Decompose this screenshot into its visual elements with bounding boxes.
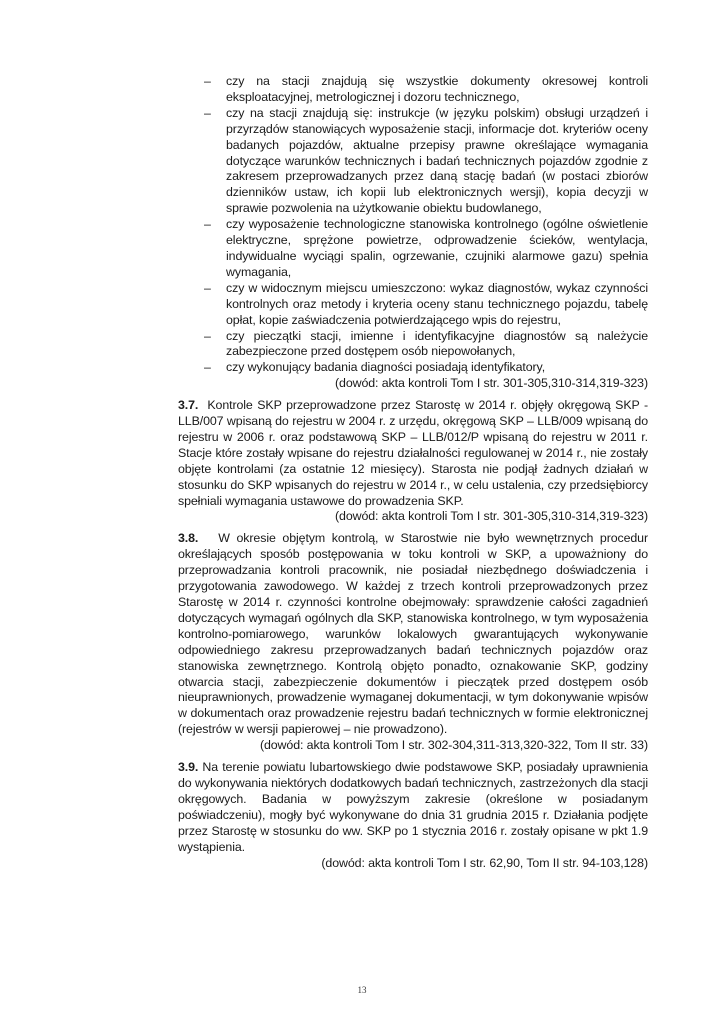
dash-icon: – [204,280,211,295]
section-3-9 [178,760,648,871]
bullet-text: czy w widocznym miejscu umieszczono: wykaz diagnostów, wykaz czynności kontrolnych oraz metody i kryteria oceny stanu technicznego pojazdu, tabelę opłat, kopie zaświadczenia potwierdzającego wpis do rejestru, [226,280,648,327]
dash-icon: – [204,74,211,88]
checklist-bullets [178,74,648,376]
dash-icon: – [204,105,211,120]
section-number: 3.7. [178,398,199,413]
dash-icon: – [204,217,211,232]
evidence-note: (dowód: akta kontroli Tom I str. 302-304,311-313,320-322, Tom II str. 33) [259,738,648,753]
document-body [178,74,648,871]
bullet-text: czy pieczątki stacji, imienne i identyfikacyjne diagnostów są należycie zabezpieczone przed dostępem osób niepowołanych, [226,328,648,359]
section-text: W okresie objętym kontrolą, w Starostwie nie było wewnętrznych procedur określających sposób postępowania w toku kontroli w SKP, a upoważniony do przeprowadzania kontroli pracownik, nie posiadał niezbędnego doświadczenia i przygotowania zawodowego. W każdej z trzech kontroli przeprowadzonych przez Starostę w 2014 r. czynności kontrolne obejmowały: sprawdzenie całości zagadnień dotyczących wymagań ogólnych dla SKP, stanowiska kontrolnego, w tym wyposażenia kontrolno-pomiarowego, warunków lokalowych gwarantujących wykonywanie odpowiedniego zakresu przeprowadzanych badań technicznych pojazdów oraz stanowiska zewnętrznego. Kontrolą objęto ponadto, oznakowanie SKP, godziny otwarcia stacji, zabezpieczenie dokumentów i pieczątek przed dostępem osób nieuprawnionych, prowadzenie wymaganej dokumentacji, w tym dokonywanie wpisów w dokumentach oraz prowadzenie rejestru badań technicznych w formie elektronicznej (rejestrów w wersji papierowej – nie prowadzono). [178,531,648,737]
bullet-text: czy na stacji znajdują się: instrukcje (w języku polskim) obsługi urządzeń i przyrządów stanowiących wyposażenie stacji, informacje dot. kryteriów oceny badanych pojazdów, aktualne przepisy prawne określające wymagania dotyczące warunków technicznych i badań technicznych pojazdów zgodnie z zakresem przeprowadzanych przez daną stację badań (w postaci zbiorów dzienników ustaw, ich kopii lub elektronicznych wersji), kopia decyzji w sprawie pozwolenia na użytkowanie obiektu budowlanego, [226,105,648,216]
section-3-7 [178,398,648,525]
list-item [178,217,648,281]
list-item [178,74,648,106]
bullet-text: czy wyposażenie technologiczne stanowiska kontrolnego (ogólne oświetlenie elektryczne, sprężone powietrze, odprowadzenie ścieków, wentylacja, indywidualne wyciągi spalin, ogrzewanie, czujniki alarmowe gazu) spełnia wymagania, [226,217,648,279]
evidence-note: (dowód: akta kontroli Tom I str. 62,90, Tom II str. 94-103,128) [321,855,648,870]
section-number: 3.9. [178,760,199,775]
bullet-text: czy wykonujący badania diagności posiadają identyfikatory, [226,360,546,375]
section-text: Na terenie powiatu lubartowskiego dwie podstawowe SKP, posiadały uprawnienia do wykonywania niektórych dodatkowych badań technicznych, zastrzeżonych dla stacji okręgowych. Badania w powyższym zakresie (określone w posiadanym poświadczeniu), mogły być wykonywane do dnia 31 grudnia 2015 r. Działania podjęte przez Starostę w stosunku do ww. SKP po 1 stycznia 2016 r. zostały opisane w pkt 1.9 wystąpienia. [178,760,648,854]
list-item [178,106,648,217]
evidence-note-bullets: (dowód: akta kontroli Tom I str. 301-305,310-314,319-323) [335,376,648,391]
list-item [178,329,648,361]
page-number: 13 [357,985,367,995]
dash-icon: – [204,328,211,343]
evidence-note: (dowód: akta kontroli Tom I str. 301-305,310-314,319-323) [335,509,648,524]
list-item [178,281,648,329]
list-item [178,360,648,376]
section-number: 3.8. [178,531,199,546]
section-3-8 [178,531,648,754]
dash-icon: – [204,360,211,375]
bullet-text: czy na stacji znajdują się wszystkie dokumenty okresowej kontroli eksploatacyjnej, metrologicznej i dozoru technicznego, [226,74,648,104]
section-text: Kontrole SKP przeprowadzone przez Starostę w 2014 r. objęły okręgową SKP - LLB/007 wpisaną do rejestru w 2004 r. z urzędu, okręgową SKP – LLB/009 wpisaną do rejestru w 2006 r. oraz podstawową SKP – LLB/012/P wpisaną do rejestru w 2011 r. Stacje które zostały wpisane do rejestru działalności regulowanej w 2014 r., nie zostały objęte kontrolami (za ostatnie 12 miesięcy). Starosta nie podjął żadnych działań w stosunku do SKP wpisanych do rejestru w 2014 r., w celu ustalenia, czy przedsiębiorcy spełniali wymagania ustawowe do prowadzenia SKP. [178,398,649,508]
